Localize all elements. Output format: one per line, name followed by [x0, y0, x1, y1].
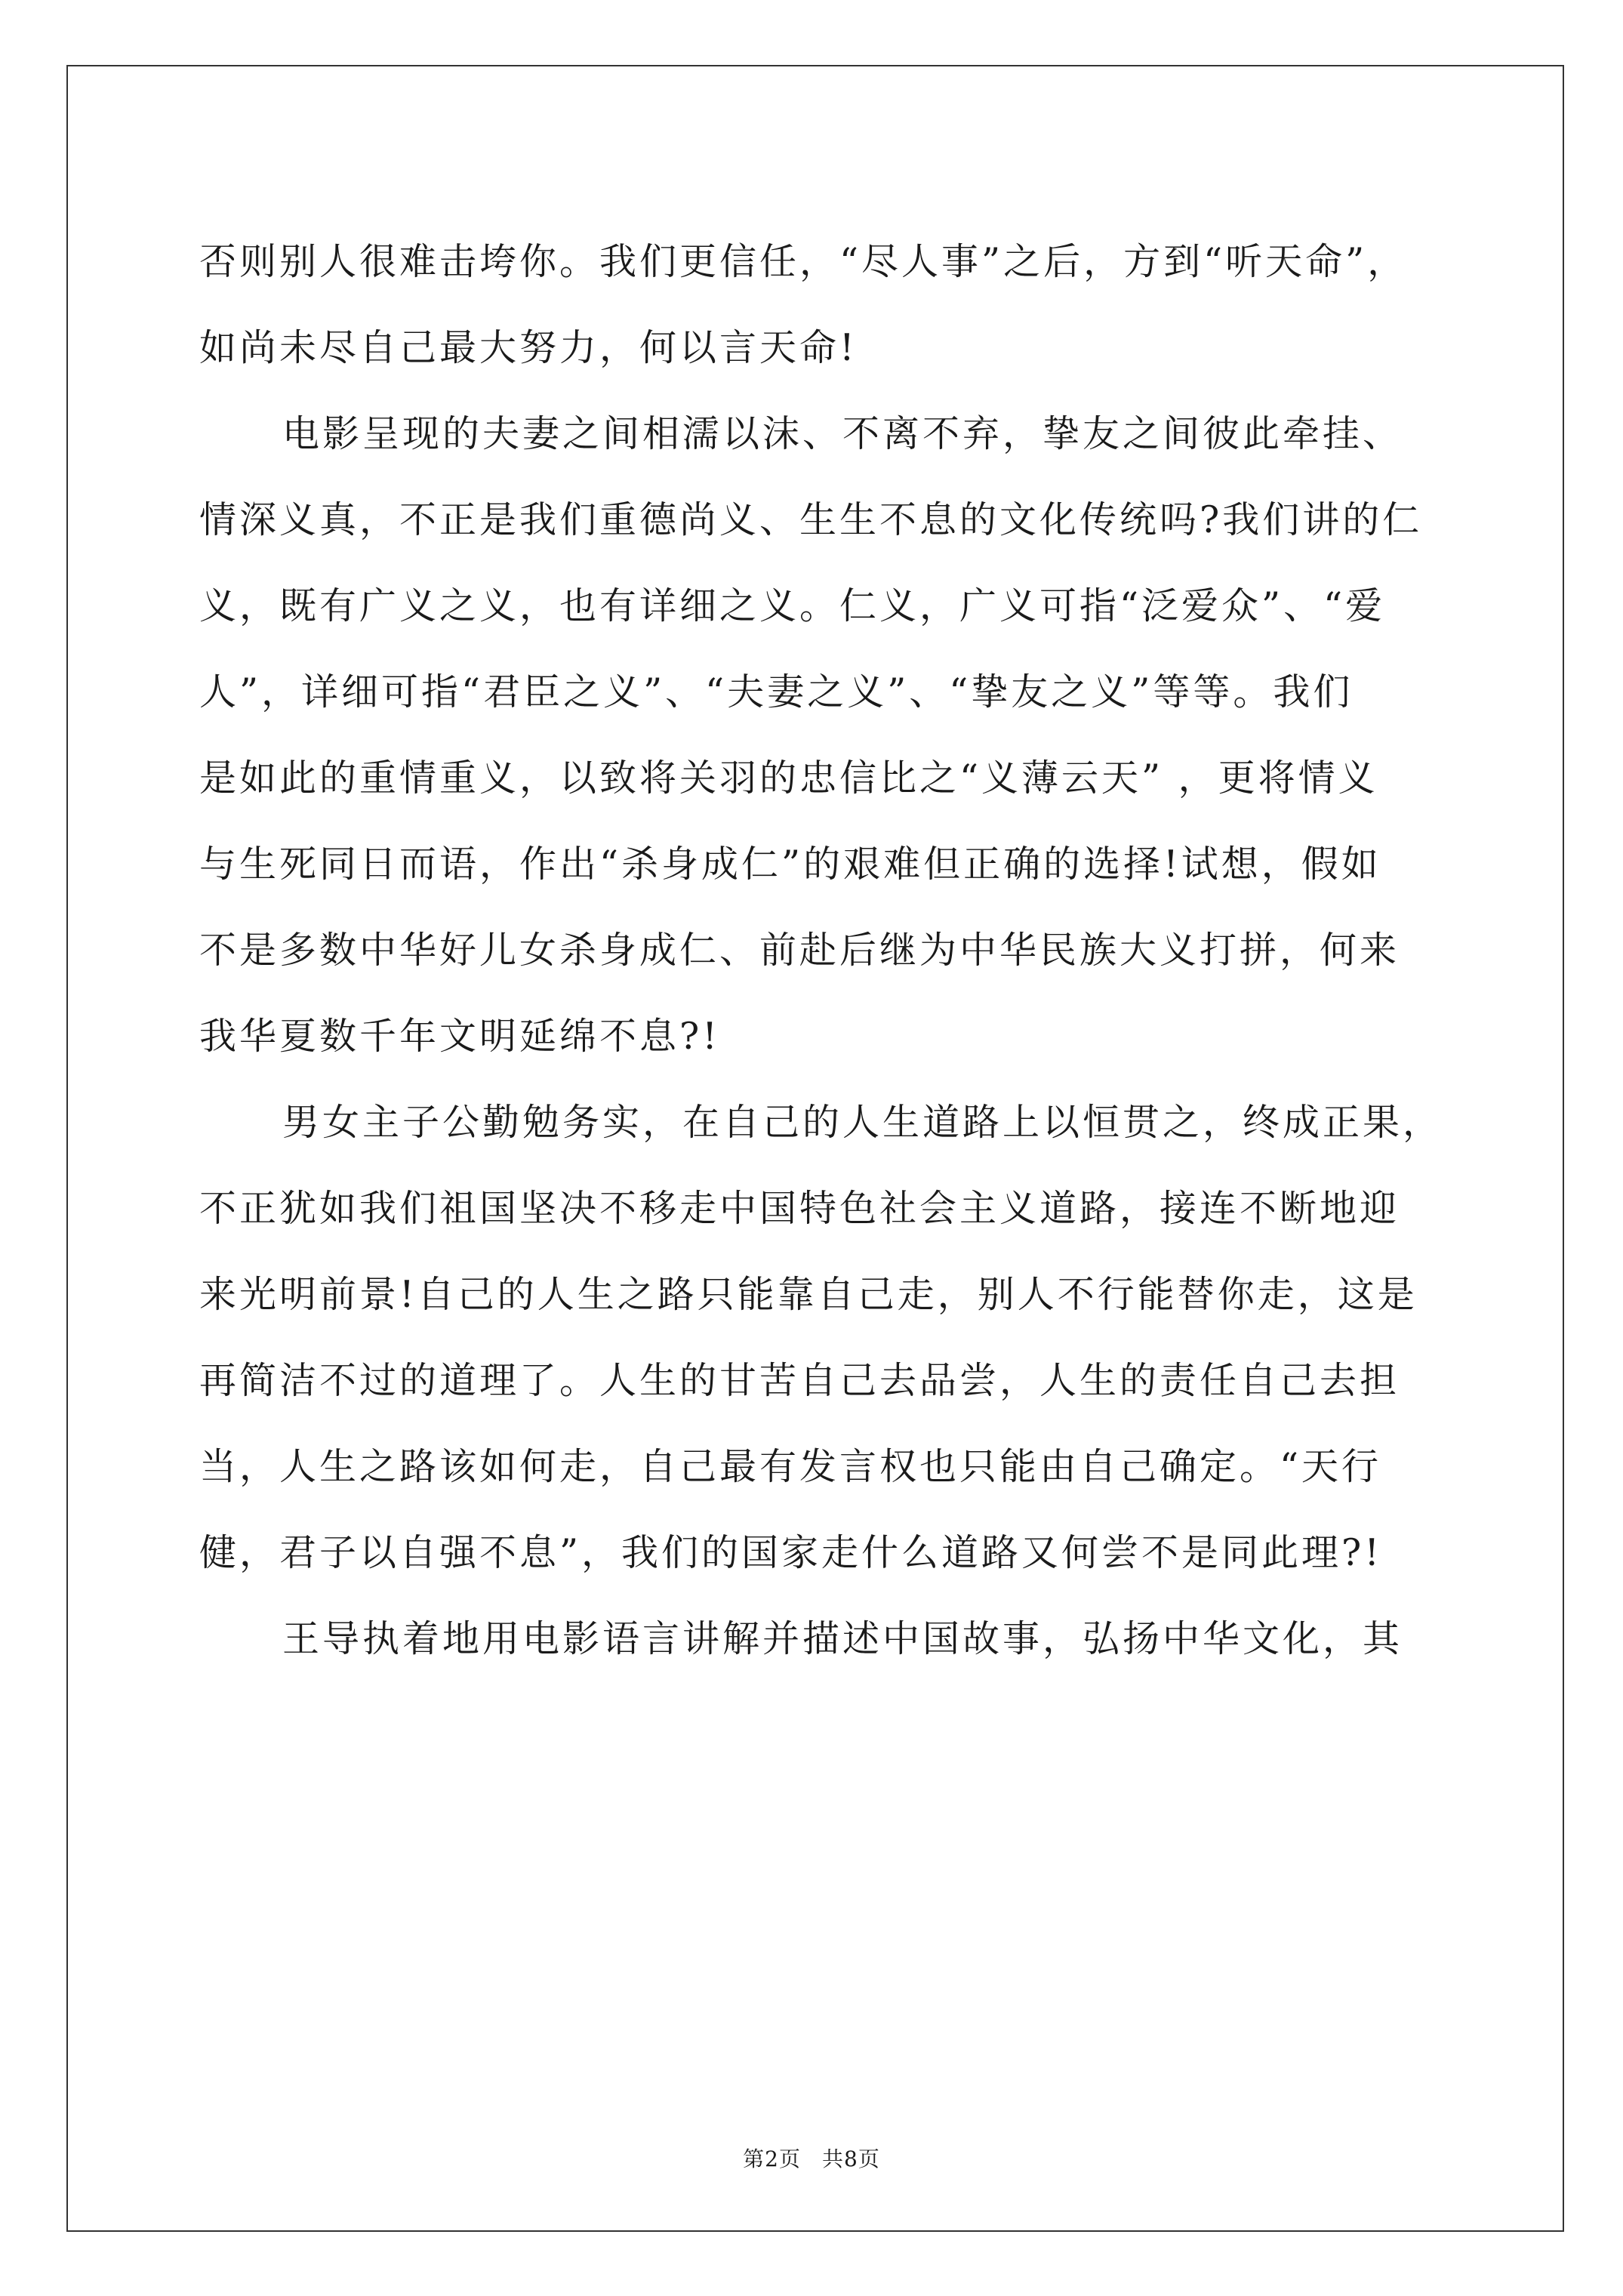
- text-line: 不正犹如我们祖国坚决不移走中国特色社会主义道路，接连不断地迎: [199, 1187, 1400, 1230]
- text-line: 我华夏数千年文明延绵不息?!: [199, 1015, 720, 1058]
- text-line: 男女主子公勤勉务实，在自己的人生道路上以恒贯之，终成正果，: [282, 1101, 1443, 1144]
- text-line: 健，君子以自强不息”，我们的国家走什么道路又何尝不是同此理?!: [199, 1531, 1383, 1574]
- text-line: 不是多数中华好儿女杀身成仁、前赴后继为中华民族大义打拼，何来: [199, 929, 1400, 972]
- page-number: 第2页: [743, 2147, 801, 2171]
- text-line: 与生死同日而语，作出“杀身成仁”的艰难但正确的选择!试想，假如: [199, 843, 1381, 886]
- paragraph-1: [199, 219, 1445, 391]
- text-line: 否则别人很难击垮你。我们更信任，“尽人事”之后，方到“听天命”，: [199, 240, 1408, 283]
- text-line: 当，人生之路该如何走，自己最有发言权也只能由自己确定。“天行: [199, 1445, 1382, 1488]
- text-line: 人”，详细可指“君臣之义”、“夫妻之义”、“挚友之义”等等。我们: [199, 670, 1354, 713]
- text-line: 情深义真，不正是我们重德尚义、生生不息的文化传统吗?我们讲的仁: [199, 498, 1423, 541]
- page-total: 共8页: [822, 2147, 880, 2171]
- text-line: 如尚未尽自己最大努力，何以言天命!: [199, 326, 858, 369]
- text-line: 王导执着地用电影语言讲解并描述中国故事，弘扬中华文化，其: [282, 1617, 1403, 1660]
- text-line: 来光明前景!自己的人生之路只能靠自己走，别人不行能替你走，这是: [199, 1273, 1418, 1316]
- text-line: 义，既有广义之义，也有详细之义。仁义，广义可指“泛爱众”、“爱: [199, 584, 1386, 627]
- text-line: 是如此的重情重义，以致将关羽的忠信比之“义薄云天” ，更将情义: [199, 757, 1378, 800]
- paragraph-3: [199, 1080, 1445, 1596]
- page-footer: [0, 2143, 1623, 2173]
- document-body: [199, 219, 1445, 1682]
- paragraph-2: [199, 391, 1445, 1080]
- paragraph-4: [199, 1596, 1445, 1682]
- text-line: 电影呈现的夫妻之间相濡以沫、不离不弃，挚友之间彼此牵挂、: [282, 412, 1403, 455]
- text-line: 再简洁不过的道理了。人生的甘苦自己去品尝，人生的责任自己去担: [199, 1359, 1400, 1402]
